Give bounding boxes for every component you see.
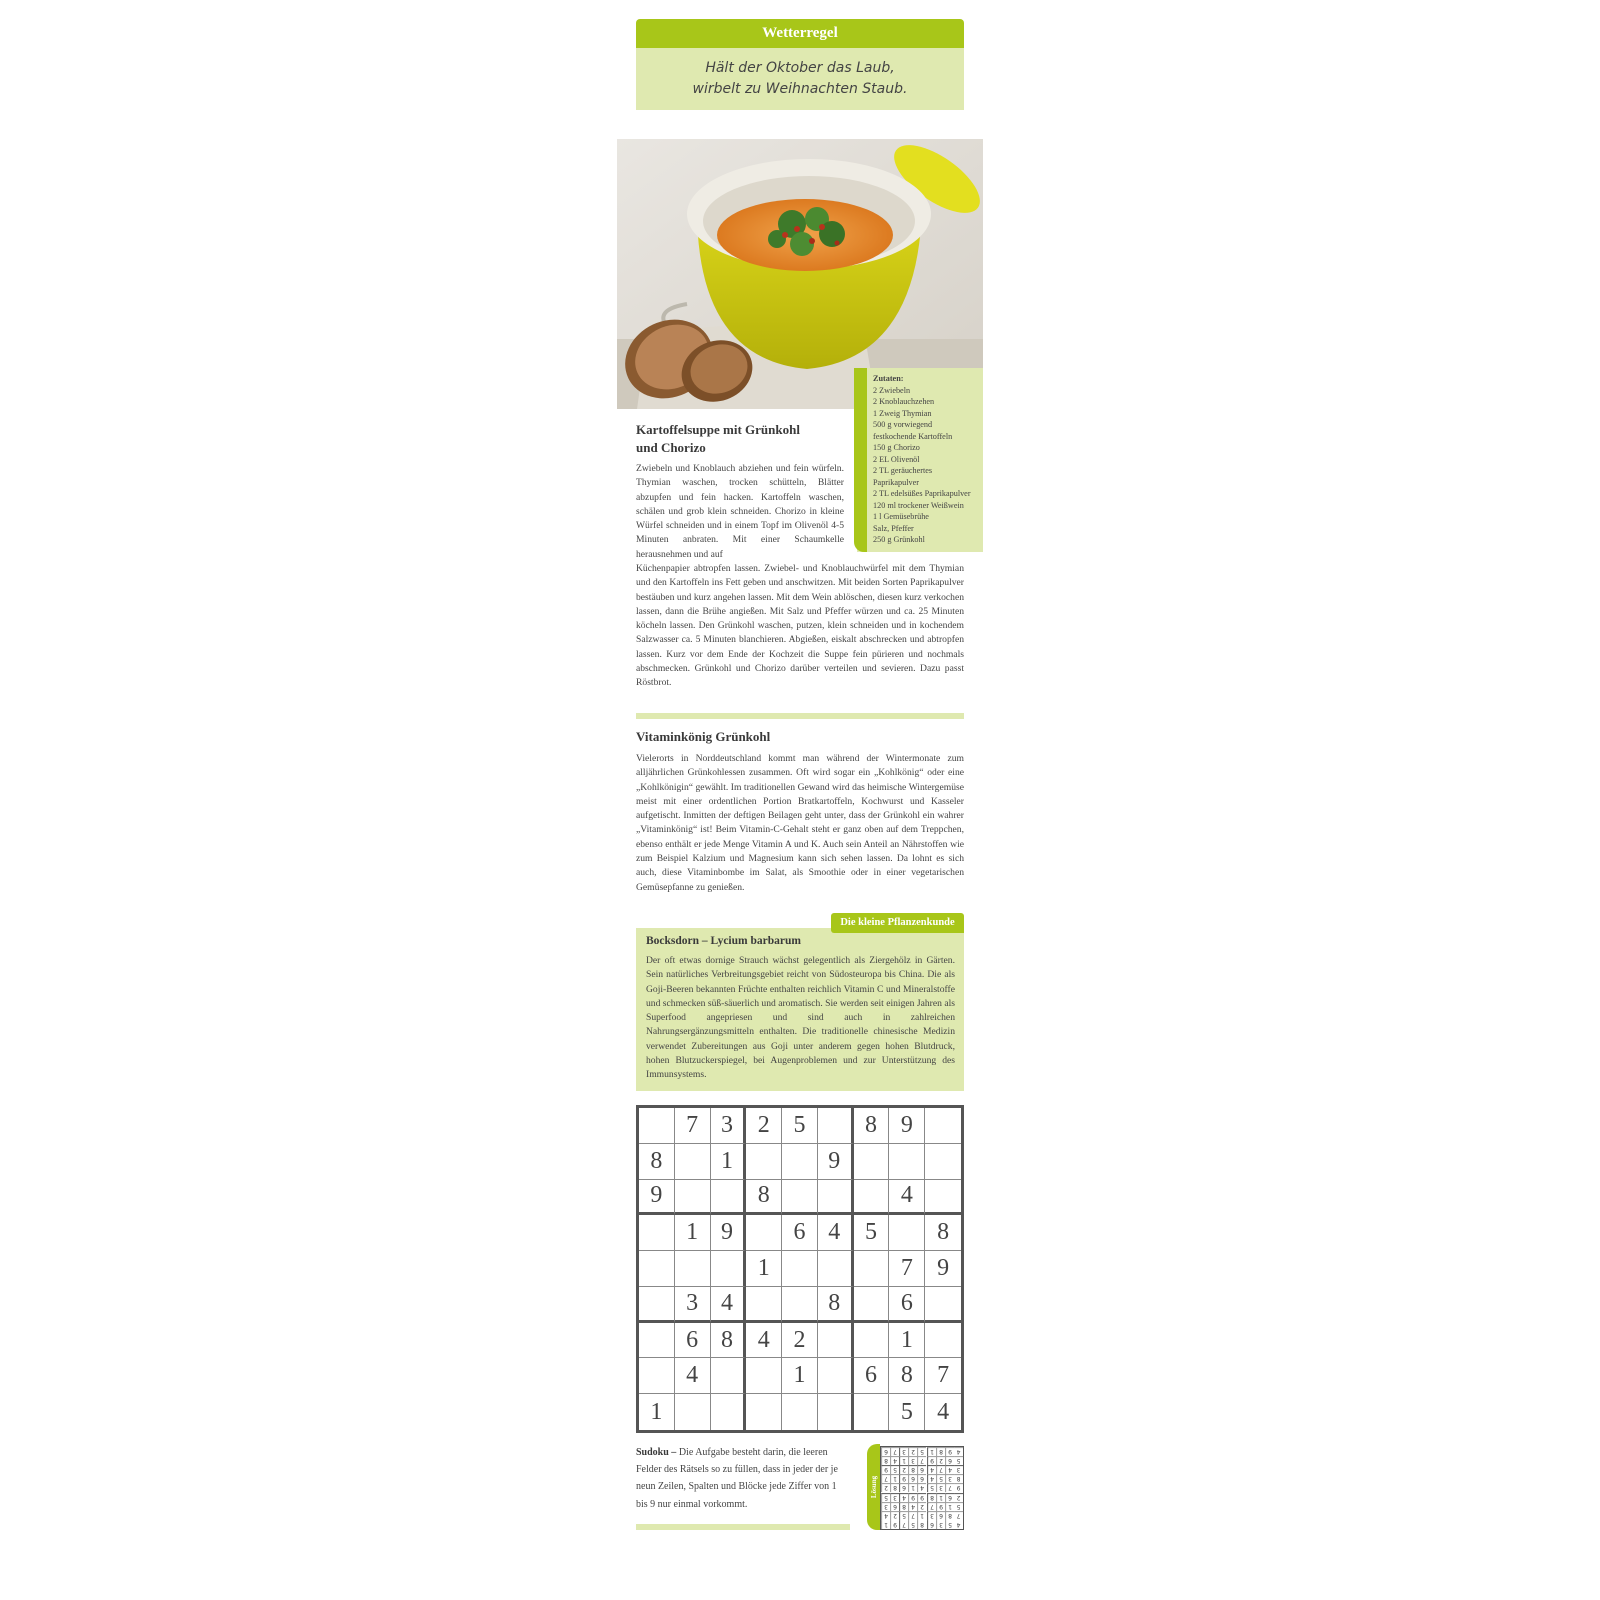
sudoku-cell bbox=[711, 1358, 747, 1394]
sudoku-cell bbox=[782, 1144, 818, 1180]
sudoku-cell: 3 bbox=[711, 1108, 747, 1144]
wetterregel-box bbox=[636, 48, 964, 110]
solution-cell: 2 bbox=[890, 1511, 899, 1520]
sudoku-cell bbox=[639, 1108, 675, 1144]
solution-cell: 3 bbox=[890, 1493, 899, 1502]
solution-cell: 8 bbox=[890, 1483, 899, 1492]
sudoku-cell bbox=[746, 1394, 782, 1430]
solution-cell: 7 bbox=[908, 1511, 917, 1520]
ingredient-item: 2 EL Olivenöl bbox=[873, 454, 920, 464]
sudoku-cell bbox=[675, 1180, 711, 1216]
sudoku-cell bbox=[746, 1287, 782, 1323]
solution-cell: 9 bbox=[927, 1456, 936, 1465]
sudoku-cell bbox=[925, 1144, 961, 1180]
solution-cell: 5 bbox=[881, 1493, 890, 1502]
sudoku-cell bbox=[854, 1287, 890, 1323]
solution-cell: 5 bbox=[917, 1447, 926, 1456]
sudoku-cell: 9 bbox=[889, 1108, 925, 1144]
solution-cell: 4 bbox=[945, 1465, 954, 1474]
sudoku-cell: 4 bbox=[711, 1287, 747, 1323]
solution-cell: 2 bbox=[899, 1465, 908, 1474]
solution-cell: 8 bbox=[908, 1465, 917, 1474]
solution-cell: 3 bbox=[899, 1447, 908, 1456]
solution-cell: 3 bbox=[936, 1520, 945, 1529]
sudoku-cell: 4 bbox=[675, 1358, 711, 1394]
solution-cell: 5 bbox=[945, 1520, 954, 1529]
sudoku-cell bbox=[639, 1251, 675, 1287]
solution-cell: 3 bbox=[927, 1511, 936, 1520]
sudoku-cell bbox=[639, 1287, 675, 1323]
solution-cell: 7 bbox=[936, 1465, 945, 1474]
solution-cell: 6 bbox=[908, 1474, 917, 1483]
solution-cell: 5 bbox=[927, 1483, 936, 1492]
sudoku-cell: 2 bbox=[782, 1323, 818, 1359]
sudoku-cell: 6 bbox=[782, 1215, 818, 1251]
wetterregel-line-1: Hält der Oktober das Laub, bbox=[705, 60, 895, 76]
ingredient-item: Paprikapulver bbox=[873, 477, 919, 487]
vitamin-title: Vitaminkönig Grünkohl bbox=[636, 729, 771, 744]
solution-cell: 5 bbox=[908, 1520, 917, 1529]
solution-cell: 3 bbox=[945, 1474, 954, 1483]
solution-cell: 8 bbox=[945, 1511, 954, 1520]
solution-cell: 7 bbox=[945, 1483, 954, 1492]
ingredient-item: 1 l Gemüsebrühe bbox=[873, 512, 929, 521]
sudoku-cell bbox=[711, 1180, 747, 1216]
sudoku-cell: 1 bbox=[711, 1144, 747, 1180]
solution-cell: 6 bbox=[917, 1465, 926, 1474]
sudoku-cell: 8 bbox=[711, 1323, 747, 1359]
ingredient-item: 150 g Chorizo bbox=[873, 443, 920, 452]
solution-cell: 3 bbox=[936, 1483, 945, 1492]
sudoku-cell bbox=[925, 1108, 961, 1144]
solution-cell: 8 bbox=[881, 1456, 890, 1465]
ingredient-item: 2 TL edelsüßes Paprikapulver bbox=[873, 489, 971, 498]
ingredient-item: 2 Zwiebeln bbox=[873, 385, 911, 395]
sudoku-cell bbox=[782, 1287, 818, 1323]
solution-cell: 1 bbox=[927, 1447, 936, 1456]
solution-cell: 9 bbox=[908, 1493, 917, 1502]
sudoku-cell bbox=[818, 1251, 854, 1287]
sudoku-cell bbox=[675, 1394, 711, 1430]
ingredient-item: 2 Knoblauchzehen bbox=[873, 397, 935, 406]
sudoku-cell: 1 bbox=[746, 1251, 782, 1287]
solution-cell: 4 bbox=[899, 1493, 908, 1502]
sudoku-cell bbox=[639, 1215, 675, 1251]
sudoku-cell bbox=[818, 1323, 854, 1359]
ingredients-accent-bar bbox=[854, 368, 867, 552]
sudoku-cell: 9 bbox=[818, 1144, 854, 1180]
solution-cell: 6 bbox=[936, 1511, 945, 1520]
sudoku-cell bbox=[925, 1323, 961, 1359]
sudoku-cell: 1 bbox=[782, 1358, 818, 1394]
solution-cell: 4 bbox=[956, 1520, 961, 1528]
solution-cell: 4 bbox=[881, 1511, 890, 1520]
solution-cell: 6 bbox=[890, 1502, 899, 1511]
solution-cell: 3 bbox=[908, 1456, 917, 1465]
sudoku-cell: 3 bbox=[675, 1287, 711, 1323]
solution-cell: 6 bbox=[945, 1493, 954, 1502]
solution-cell: 6 bbox=[945, 1456, 954, 1465]
solution-cell: 7 bbox=[927, 1502, 936, 1511]
solution-cell: 3 bbox=[954, 1465, 963, 1474]
sudoku-cell: 4 bbox=[818, 1215, 854, 1251]
sudoku-cell bbox=[639, 1358, 675, 1394]
sudoku-cell: 7 bbox=[925, 1358, 961, 1394]
solution-cell: 6 bbox=[917, 1474, 926, 1483]
solution-cell: 4 bbox=[908, 1502, 917, 1511]
sudoku-cell bbox=[746, 1144, 782, 1180]
sudoku-cell: 8 bbox=[818, 1287, 854, 1323]
solution-cell: 4 bbox=[927, 1474, 936, 1483]
sudoku-instructions: Die Aufgabe besteht darin, die leeren Felder des Rätsels so zu füllen, dass in jeder der je neun Zeilen, Spalten und Blöcke jede Ziffer von 1 bis 9 nur einmal vorkommt. bbox=[636, 1447, 838, 1510]
sudoku-cell: 8 bbox=[889, 1358, 925, 1394]
sudoku-cell: 7 bbox=[889, 1251, 925, 1287]
solution-cell: 4 bbox=[927, 1465, 936, 1474]
section-divider bbox=[636, 713, 964, 719]
solution-cell: 1 bbox=[908, 1483, 917, 1492]
sudoku-cell bbox=[854, 1394, 890, 1430]
sudoku-cell bbox=[746, 1358, 782, 1394]
sudoku-cell bbox=[818, 1108, 854, 1144]
sudoku-cell bbox=[675, 1251, 711, 1287]
solution-cell: 2 bbox=[881, 1483, 890, 1492]
solution-cell: 9 bbox=[899, 1474, 908, 1483]
solution-cell: 1 bbox=[881, 1520, 890, 1529]
sudoku-cell: 9 bbox=[925, 1251, 961, 1287]
solution-cell: 7 bbox=[881, 1474, 890, 1483]
sudoku-grid bbox=[636, 1105, 964, 1433]
solution-cell: 9 bbox=[945, 1447, 954, 1456]
plant-title: Bocksdorn – Lycium barbarum bbox=[646, 935, 801, 947]
section-divider bbox=[636, 1524, 850, 1530]
solution-cell: 8 bbox=[899, 1502, 908, 1511]
recipe-title bbox=[636, 421, 856, 457]
solution-cell: 9 bbox=[890, 1520, 899, 1529]
sudoku-cell: 8 bbox=[639, 1144, 675, 1180]
sudoku-cell bbox=[782, 1251, 818, 1287]
solution-cell: 1 bbox=[890, 1474, 899, 1483]
sudoku-cell bbox=[925, 1180, 961, 1216]
sudoku-cell bbox=[818, 1394, 854, 1430]
sudoku-cell bbox=[889, 1215, 925, 1251]
solution-cell: 9 bbox=[954, 1483, 963, 1492]
sudoku-cell: 4 bbox=[937, 1398, 950, 1425]
solution-cell: 5 bbox=[899, 1511, 908, 1520]
sudoku-cell: 5 bbox=[854, 1215, 890, 1251]
sudoku-cell bbox=[746, 1215, 782, 1251]
recipe-text-part-2: Küchenpapier abtropfen lassen. Zwiebel- und Knoblauchwürfel mit dem Thymian und den Kartoffeln ins Fett geben und anschwitzen. Mit beiden Sorten Paprikapulver bestäuben und kurz angehen lassen. Mit dem Wein ablöschen, diesen kurz verkochen lassen, dann die Brühe angießen. Mit Salz und Pfeffer würzen und ca. 25 Minuten köcheln lassen. Den Grünkohl waschen, putzen, klein schneiden und in kochendem Salzwasser ca. 5 Minuten blanchieren. Abgießen, eiskalt abschrecken und abtropfen lassen. Kurz vor dem Ende der Kochzeit die Suppe fein pürieren und nochmals abschmecken. Grünkohl und Chorizo darüber verteilen und sevieren. Dazu passt Röstbrot. bbox=[636, 563, 964, 689]
solution-cell: 8 bbox=[927, 1493, 936, 1502]
solution-cell: 2 bbox=[936, 1456, 945, 1465]
sudoku-cell bbox=[889, 1144, 925, 1180]
sudoku-cell bbox=[854, 1251, 890, 1287]
solution-cell: 5 bbox=[890, 1465, 899, 1474]
wetterregel-heading: Wetterregel bbox=[636, 19, 964, 48]
sudoku-cell: 7 bbox=[675, 1108, 711, 1144]
solution-cell: 6 bbox=[927, 1520, 936, 1529]
solution-cell: 8 bbox=[917, 1520, 926, 1529]
sudoku-cell bbox=[675, 1144, 711, 1180]
solution-cell: 7 bbox=[890, 1447, 899, 1456]
solution-cell: 1 bbox=[917, 1511, 926, 1520]
sudoku-cell: 5 bbox=[889, 1394, 925, 1430]
solution-cell: 9 bbox=[881, 1465, 890, 1474]
sudoku-description bbox=[636, 1444, 850, 1513]
sudoku-cell: 9 bbox=[711, 1215, 747, 1251]
sudoku-cell: 1 bbox=[889, 1323, 925, 1359]
sudoku-cell bbox=[854, 1144, 890, 1180]
sudoku-cell: 6 bbox=[675, 1323, 711, 1359]
solution-cell: 2 bbox=[908, 1447, 917, 1456]
solution-cell: 7 bbox=[917, 1456, 926, 1465]
solution-label-wrap bbox=[867, 1444, 880, 1530]
sudoku-cell bbox=[782, 1394, 818, 1430]
sudoku-cell bbox=[782, 1180, 818, 1216]
solution-cell: 8 bbox=[936, 1447, 945, 1456]
ingredient-item: Salz, Pfeffer bbox=[873, 523, 914, 533]
sudoku-cell bbox=[854, 1180, 890, 1216]
solution-cell: 1 bbox=[936, 1493, 945, 1502]
ingredients-title: Zutaten: bbox=[873, 374, 904, 383]
recipe-title-line-1: Kartoffelsuppe mit Grünkohl bbox=[636, 422, 800, 437]
sudoku-cell: 2 bbox=[746, 1108, 782, 1144]
plant-tag: Die kleine Pflanzenkunde bbox=[831, 913, 964, 933]
sudoku-cell: 9 bbox=[639, 1180, 675, 1216]
sudoku-cell: 8 bbox=[746, 1180, 782, 1216]
sudoku-cell: 4 bbox=[889, 1180, 925, 1216]
solution-label: Lösung bbox=[869, 1475, 878, 1499]
solution-cell: 2 bbox=[954, 1493, 963, 1502]
sudoku-cell: 1 bbox=[675, 1215, 711, 1251]
ingredient-item: 500 g vorwiegend bbox=[873, 420, 933, 429]
solution-cell: 8 bbox=[954, 1474, 963, 1483]
sudoku-label: Sudoku – bbox=[636, 1447, 677, 1458]
ingredient-item: festkochende Kartoffeln bbox=[873, 431, 953, 441]
sudoku-cell: 6 bbox=[854, 1358, 890, 1394]
sudoku-cell bbox=[639, 1323, 675, 1359]
solution-cell: 3 bbox=[881, 1502, 890, 1511]
wetterregel-line-2: wirbelt zu Weihnachten Staub. bbox=[692, 81, 908, 97]
solution-cell: 4 bbox=[954, 1447, 963, 1456]
solution-cell: 5 bbox=[936, 1474, 945, 1483]
solution-cell: 4 bbox=[917, 1483, 926, 1492]
ingredient-item: 1 Zweig Thymian bbox=[873, 408, 932, 418]
ingredient-item: 120 ml trockener Weißwein bbox=[873, 500, 964, 510]
solution-cell: 7 bbox=[954, 1511, 963, 1520]
sudoku-cell bbox=[711, 1251, 747, 1287]
solution-cell: 9 bbox=[917, 1493, 926, 1502]
solution-cell: 6 bbox=[881, 1447, 890, 1456]
solution-cell: 1 bbox=[945, 1502, 954, 1511]
solution-cell: 4 bbox=[890, 1456, 899, 1465]
solution-cell: 5 bbox=[954, 1456, 963, 1465]
sudoku-solution-grid bbox=[880, 1446, 964, 1530]
solution-cell: 6 bbox=[899, 1483, 908, 1492]
ingredients-list bbox=[873, 373, 981, 546]
sudoku-cell: 1 bbox=[639, 1394, 675, 1430]
sudoku-cell: 5 bbox=[782, 1108, 818, 1144]
ingredient-item: 250 g Grünkohl bbox=[873, 535, 925, 544]
plant-text: Der oft etwas dornige Strauch wächst gelegentlich als Ziergehölz in Gärten. Sein natürliches Verbreitungsgebiet reicht von Südosteuropa bis China. Die als Goji-Beeren bekannten Früchte enthalten reichlich Vitamin C und Mineralstoffe und schmecken süß-säuerlich und aromatisch. Sie werden seit einigen Jahren als Superfood angepriesen und sind auch in zahlreichen Nahrungsergänzungsmitteln enthalten. Die traditionelle chinesische Medizin verwendet Zubereitungen aus Goji unter anderem gegen hohen Blutdruck, hohen Blutzuckerspiegel, bei Augenproblemen und zur Unterstützung des Immunsystems. bbox=[646, 955, 955, 1081]
solution-cell: 7 bbox=[899, 1520, 908, 1529]
sudoku-cell: 8 bbox=[854, 1108, 890, 1144]
solution-cell: 5 bbox=[954, 1502, 963, 1511]
solution-cell: 1 bbox=[899, 1456, 908, 1465]
recipe-title-line-2: und Chorizo bbox=[636, 440, 706, 455]
sudoku-cell bbox=[925, 1287, 961, 1323]
solution-cell: 9 bbox=[936, 1502, 945, 1511]
sudoku-cell bbox=[711, 1394, 747, 1430]
ingredient-item: 2 TL geräuchertes bbox=[873, 466, 933, 475]
vitamin-text: Vielerorts in Norddeutschland kommt man während der Wintermonate zum alljährlichen Grünkohlessen zusammen. Oft wird sogar ein „Kohlkönig“ oder eine „Kohlkönigin“ gewählt. Im traditionellen Gewand wird das heimische Wintergemüse meist mit einer ordentlichen Portion Bratkartoffeln, Kochwurst und Kasseler aufgetischt. Inmitten der deftigen Beilagen geht unter, dass der Grünkohl ein wahrer „Vitaminkönig“ ist! Beim Vitamin-C-Gehalt steht er ganz oben auf dem Treppchen, ebenso enthält er jede Menge Vitamin A und K. Auch sein Anteil an Nährstoffen wie zum Beispiel Kalzium und Magnesium kann sich sehen lassen. Da lohnt es sich auch, diese Vitaminbombe im Salat, als Smoothie oder in einer vegetarischen Gemüsepfanne zu genießen. bbox=[636, 753, 964, 893]
sudoku-cell: 8 bbox=[925, 1215, 961, 1251]
sudoku-cell: 4 bbox=[746, 1323, 782, 1359]
sudoku-cell bbox=[818, 1358, 854, 1394]
sudoku-cell bbox=[854, 1323, 890, 1359]
sudoku-cell: 6 bbox=[889, 1287, 925, 1323]
recipe-text-part-1: Zwiebeln und Knoblauch abziehen und fein würfeln. Thymian waschen, trocken schütteln, Blätter abzupfen und fein hacken. Kartoffeln waschen, schälen und grob klein schneiden. Chorizo in kleine Würfel schneiden und in einem Topf im Olivenöl 4-5 Minuten anbraten. Mit einer Schaumkelle herausnehmen und auf bbox=[636, 463, 844, 560]
sudoku-cell bbox=[818, 1180, 854, 1216]
solution-cell: 2 bbox=[917, 1502, 926, 1511]
